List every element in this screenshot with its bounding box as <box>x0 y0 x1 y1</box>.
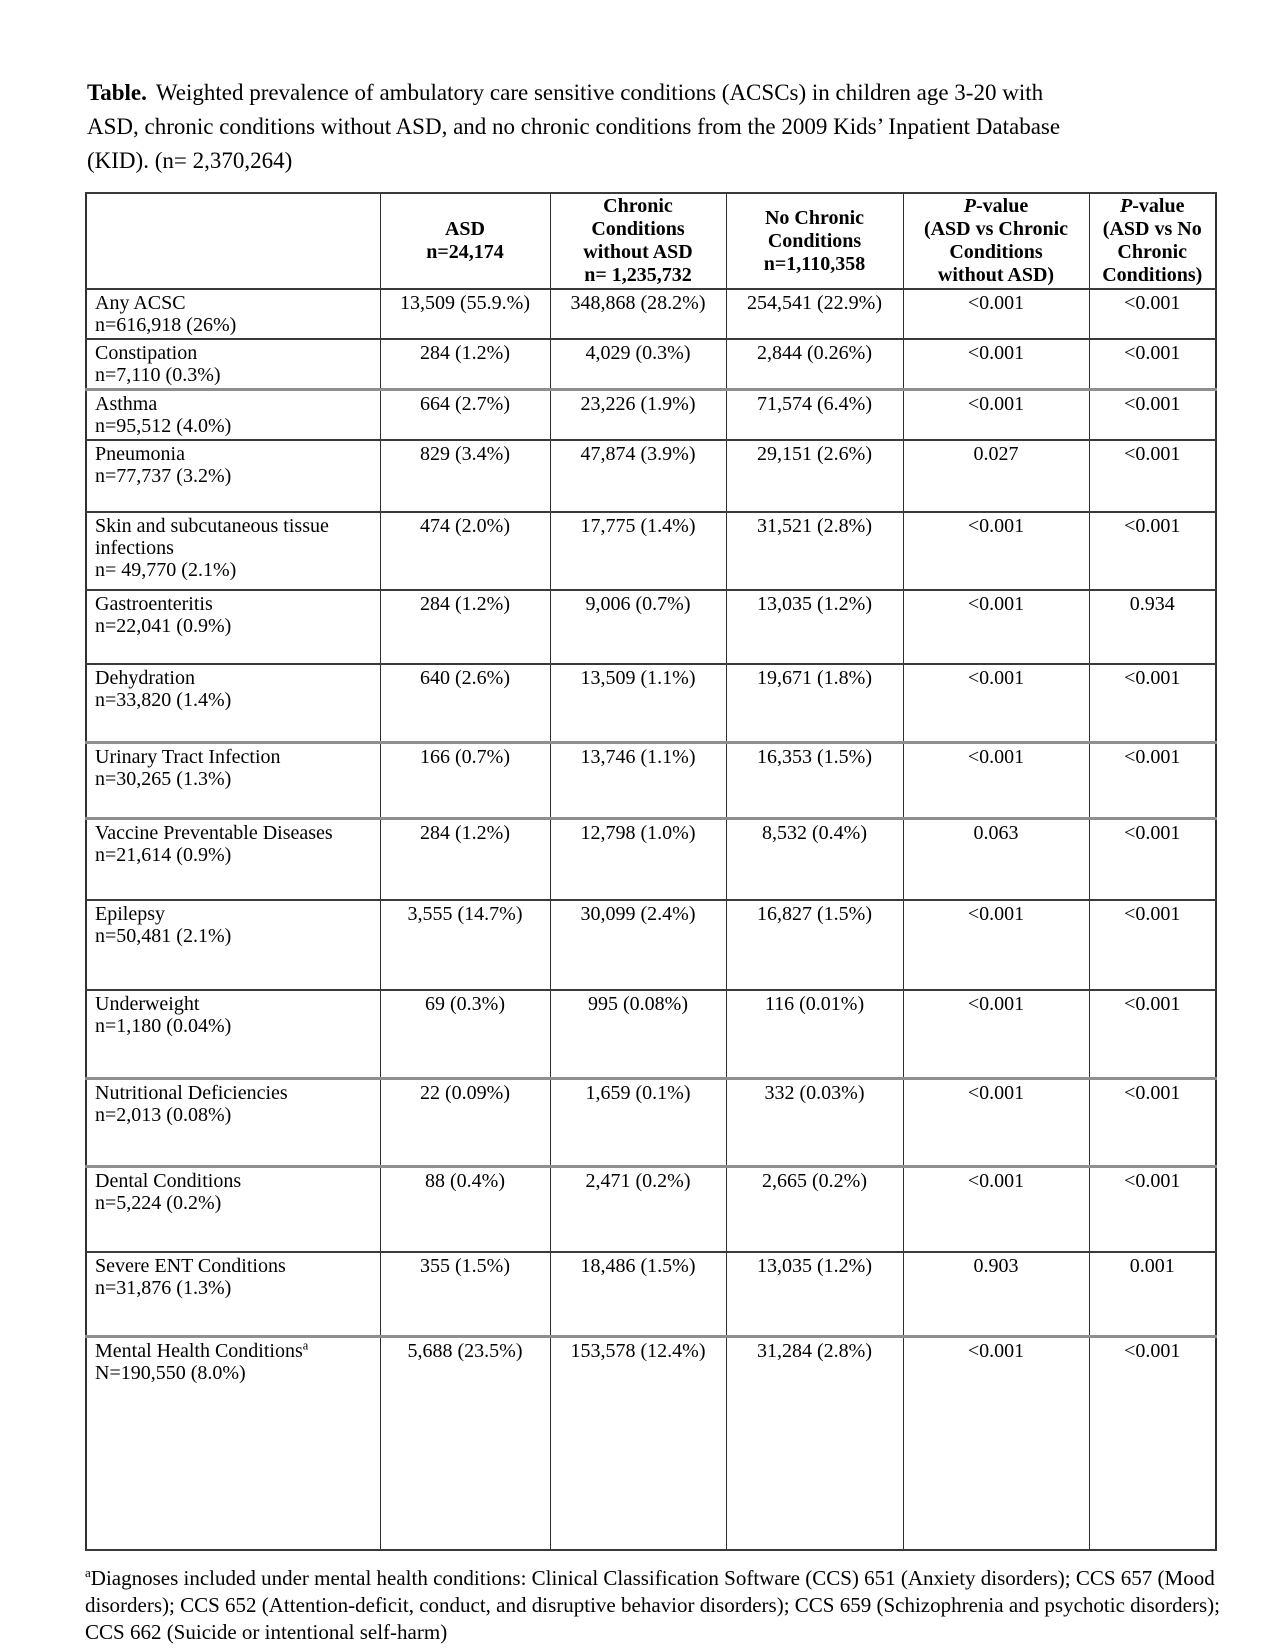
table-row <box>86 900 1216 990</box>
no-chronic-count-cell: 13,035 (1.2%) <box>726 590 903 664</box>
p-value-no-chronic-cell: <0.001 <box>1089 1336 1216 1550</box>
footnote-text: Diagnoses included under mental health conditions: Clinical Classification Software (CCS) 651 (Anxiety disorders); CCS 657 (Mood disorders); CCS 652 (Attention-deficit, conduct, and disruptive behavior disorders); CCS 659 (Schizophrenia and psychotic disorders); CCS 662 (Suicide or intentional self-harm) <box>85 1566 1220 1644</box>
no-chronic-count-cell: 16,353 (1.5%) <box>726 742 903 818</box>
chronic-count-cell: 13,509 (1.1%) <box>550 664 726 742</box>
p-value-chronic-cell: <0.001 <box>903 590 1089 664</box>
asd-count-cell: 22 (0.09%) <box>380 1078 550 1166</box>
condition-label-cell: Nutritional Deficiencies n=2,013 (0.08%) <box>86 1078 380 1166</box>
p-value-no-chronic-cell: <0.001 <box>1089 512 1216 590</box>
no-chronic-count-cell: 116 (0.01%) <box>726 990 903 1078</box>
chronic-count-cell: 1,659 (0.1%) <box>550 1078 726 1166</box>
table-caption-label: Table. <box>87 80 147 105</box>
condition-label-cell: Mental Health Conditions$^a$ N=190,550 (8.0%) <box>86 1336 380 1550</box>
col-header-asd: ASD n=24,174 <box>380 193 550 289</box>
p-value-chronic-cell: <0.001 <box>903 742 1089 818</box>
p-value-chronic-cell: <0.001 <box>903 390 1089 441</box>
p-value-no-chronic-cell: <0.001 <box>1089 390 1216 441</box>
table-row <box>86 818 1216 900</box>
p-value-no-chronic-cell: <0.001 <box>1089 742 1216 818</box>
p-value-chronic-cell: <0.001 <box>903 339 1089 390</box>
asd-count-cell: 829 (3.4%) <box>380 440 550 512</box>
chronic-count-cell: 995 (0.08%) <box>550 990 726 1078</box>
asd-count-cell: 284 (1.2%) <box>380 818 550 900</box>
chronic-count-cell: 23,226 (1.9%) <box>550 390 726 441</box>
condition-label-cell: Urinary Tract Infection n=30,265 (1.3%) <box>86 742 380 818</box>
p-value-no-chronic-cell: <0.001 <box>1089 289 1216 339</box>
no-chronic-count-cell: 71,574 (6.4%) <box>726 390 903 441</box>
asd-count-cell: 284 (1.2%) <box>380 339 550 390</box>
p-value-chronic-cell: <0.001 <box>903 1166 1089 1252</box>
no-chronic-count-cell: 19,671 (1.8%) <box>726 664 903 742</box>
p-value-no-chronic-cell: <0.001 <box>1089 900 1216 990</box>
chronic-count-cell: 348,868 (28.2%) <box>550 289 726 339</box>
chronic-count-cell: 47,874 (3.9%) <box>550 440 726 512</box>
col-header-chronic: Chronic Conditions without ASD n= 1,235,732 <box>550 193 726 289</box>
condition-label-cell: Epilepsy n=50,481 (2.1%) <box>86 900 380 990</box>
chronic-count-cell: 153,578 (12.4%) <box>550 1336 726 1550</box>
condition-label-cell: Severe ENT Conditions n=31,876 (1.3%) <box>86 1252 380 1336</box>
table-row <box>86 339 1216 390</box>
col-header-pvalue-chronic: P-value (ASD vs Chronic Conditions without ASD) <box>903 193 1089 289</box>
asd-count-cell: 474 (2.0%) <box>380 512 550 590</box>
no-chronic-count-cell: 13,035 (1.2%) <box>726 1252 903 1336</box>
chronic-count-cell: 9,006 (0.7%) <box>550 590 726 664</box>
condition-label-cell: Constipation n=7,110 (0.3%) <box>86 339 380 390</box>
no-chronic-count-cell: 8,532 (0.4%) <box>726 818 903 900</box>
p-value-no-chronic-cell: <0.001 <box>1089 664 1216 742</box>
condition-label-cell: Dehydration n=33,820 (1.4%) <box>86 664 380 742</box>
no-chronic-count-cell: 254,541 (22.9%) <box>726 289 903 339</box>
no-chronic-count-cell: 31,284 (2.8%) <box>726 1336 903 1550</box>
table-row <box>86 742 1216 818</box>
condition-label-cell: Any ACSC n=616,918 (26%) <box>86 289 380 339</box>
table-row <box>86 390 1216 441</box>
table-row <box>86 990 1216 1078</box>
col-header-condition <box>86 193 380 289</box>
condition-label-cell: Gastroenteritis n=22,041 (0.9%) <box>86 590 380 664</box>
p-value-no-chronic-cell: <0.001 <box>1089 818 1216 900</box>
condition-label-cell: Pneumonia n=77,737 (3.2%) <box>86 440 380 512</box>
asd-count-cell: 284 (1.2%) <box>380 590 550 664</box>
table-caption-text: Weighted prevalence of ambulatory care sensitive conditions (ACSCs) in children age 3-20 with ASD, chronic conditions without ASD, and no chronic conditions from the 2009 Kids’ Inpatient Database (KID). (n= 2,370,264) <box>87 80 1061 173</box>
footnote <box>85 1565 1220 1646</box>
asd-count-cell: 640 (2.6%) <box>380 664 550 742</box>
chronic-count-cell: 2,471 (0.2%) <box>550 1166 726 1252</box>
no-chronic-count-cell: 16,827 (1.5%) <box>726 900 903 990</box>
asd-count-cell: 355 (1.5%) <box>380 1252 550 1336</box>
asd-count-cell: 13,509 (55.9.%) <box>380 289 550 339</box>
condition-label-cell: Asthma n=95,512 (4.0%) <box>86 390 380 441</box>
table-row <box>86 1078 1216 1166</box>
asd-count-cell: 3,555 (14.7%) <box>380 900 550 990</box>
table-row <box>86 590 1216 664</box>
chronic-count-cell: 18,486 (1.5%) <box>550 1252 726 1336</box>
table-row <box>86 512 1216 590</box>
col-header-pvalue-no-chronic: P-value (ASD vs No Chronic Conditions) <box>1089 193 1216 289</box>
p-value-chronic-cell: <0.001 <box>903 1078 1089 1166</box>
p-value-no-chronic-cell: 0.934 <box>1089 590 1216 664</box>
footnote-marker: a <box>85 1565 91 1580</box>
condition-label-cell: Dental Conditions n=5,224 (0.2%) <box>86 1166 380 1252</box>
p-value-chronic-cell: 0.903 <box>903 1252 1089 1336</box>
p-value-no-chronic-cell: <0.001 <box>1089 1166 1216 1252</box>
no-chronic-count-cell: 332 (0.03%) <box>726 1078 903 1166</box>
p-value-no-chronic-cell: <0.001 <box>1089 1078 1216 1166</box>
condition-label-cell: Vaccine Preventable Diseases n=21,614 (0.9%) <box>86 818 380 900</box>
p-value-chronic-cell: <0.001 <box>903 1336 1089 1550</box>
table-row <box>86 1252 1216 1336</box>
p-value-chronic-cell: <0.001 <box>903 664 1089 742</box>
table-row <box>86 1166 1216 1252</box>
table-body <box>86 289 1216 1550</box>
asd-count-cell: 69 (0.3%) <box>380 990 550 1078</box>
table-row <box>86 440 1216 512</box>
table-header <box>86 193 1216 289</box>
table-row <box>86 1336 1216 1550</box>
chronic-count-cell: 13,746 (1.1%) <box>550 742 726 818</box>
no-chronic-count-cell: 2,844 (0.26%) <box>726 339 903 390</box>
table-header-row <box>86 193 1216 289</box>
acsc-prevalence-table <box>85 192 1217 1551</box>
condition-label-cell: Skin and subcutaneous tissue infections n= 49,770 (2.1%) <box>86 512 380 590</box>
condition-footnote-marker: a <box>302 1337 309 1352</box>
p-value-chronic-cell: <0.001 <box>903 289 1089 339</box>
p-value-chronic-cell: <0.001 <box>903 990 1089 1078</box>
p-value-chronic-cell: 0.063 <box>903 818 1089 900</box>
asd-count-cell: 88 (0.4%) <box>380 1166 550 1252</box>
p-value-chronic-cell: 0.027 <box>903 440 1089 512</box>
p-value-chronic-cell: <0.001 <box>903 900 1089 990</box>
chronic-count-cell: 17,775 (1.4%) <box>550 512 726 590</box>
table-caption <box>87 76 1062 178</box>
col-header-no-chronic: No Chronic Conditions n=1,110,358 <box>726 193 903 289</box>
chronic-count-cell: 12,798 (1.0%) <box>550 818 726 900</box>
asd-count-cell: 166 (0.7%) <box>380 742 550 818</box>
p-value-no-chronic-cell: <0.001 <box>1089 990 1216 1078</box>
p-value-chronic-cell: <0.001 <box>903 512 1089 590</box>
chronic-count-cell: 30,099 (2.4%) <box>550 900 726 990</box>
condition-label-cell: Underweight n=1,180 (0.04%) <box>86 990 380 1078</box>
no-chronic-count-cell: 31,521 (2.8%) <box>726 512 903 590</box>
table-row <box>86 289 1216 339</box>
p-value-no-chronic-cell: 0.001 <box>1089 1252 1216 1336</box>
table-row <box>86 664 1216 742</box>
p-value-no-chronic-cell: <0.001 <box>1089 339 1216 390</box>
asd-count-cell: 664 (2.7%) <box>380 390 550 441</box>
asd-count-cell: 5,688 (23.5%) <box>380 1336 550 1550</box>
no-chronic-count-cell: 2,665 (0.2%) <box>726 1166 903 1252</box>
no-chronic-count-cell: 29,151 (2.6%) <box>726 440 903 512</box>
p-value-no-chronic-cell: <0.001 <box>1089 440 1216 512</box>
chronic-count-cell: 4,029 (0.3%) <box>550 339 726 390</box>
